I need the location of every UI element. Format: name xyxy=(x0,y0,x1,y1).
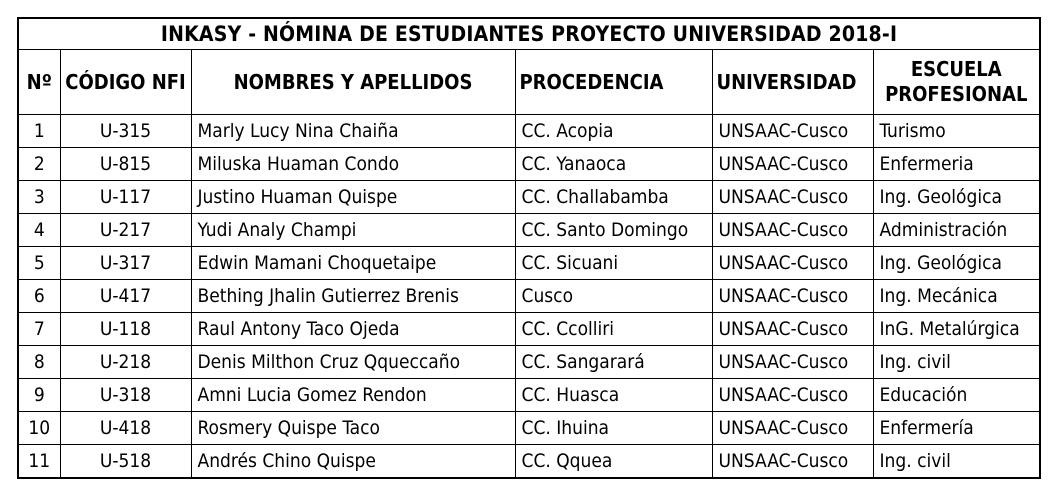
table-row xyxy=(18,412,1040,445)
cell-num: 7 xyxy=(18,313,60,346)
cell-university: UNSAAC-Cusco xyxy=(712,412,873,445)
table-row xyxy=(18,247,1040,280)
cell-code: U-518 xyxy=(60,445,191,479)
cell-origin: CC. Sangarará xyxy=(515,346,712,379)
cell-code: U-418 xyxy=(60,412,191,445)
cell-university: UNSAAC-Cusco xyxy=(712,379,873,412)
table-row xyxy=(18,346,1040,379)
student-roster-sheet xyxy=(17,17,1039,487)
cell-school: Educación xyxy=(873,379,1040,412)
cell-school: Administración xyxy=(873,214,1040,247)
cell-origin: CC. Ihuina xyxy=(515,412,712,445)
cell-university: UNSAAC-Cusco xyxy=(712,148,873,181)
cell-code: U-318 xyxy=(60,379,191,412)
cell-school: Ing. civil xyxy=(873,346,1040,379)
cell-origin: Cusco xyxy=(515,280,712,313)
cell-num: 6 xyxy=(18,280,60,313)
table-row xyxy=(18,445,1040,479)
cell-num: 11 xyxy=(18,445,60,479)
cell-school: InG. Metalúrgica xyxy=(873,313,1040,346)
title-row xyxy=(18,18,1040,50)
cell-num: 4 xyxy=(18,214,60,247)
header-school: ESCUELA PROFESIONAL xyxy=(873,50,1040,115)
cell-name: Edwin Mamani Choquetaipe xyxy=(191,247,515,280)
cell-num: 10 xyxy=(18,412,60,445)
header-name: NOMBRES Y APELLIDOS xyxy=(191,50,515,115)
table-row xyxy=(18,379,1040,412)
cell-university: UNSAAC-Cusco xyxy=(712,280,873,313)
cell-num: 1 xyxy=(18,115,60,148)
cell-origin: CC. Yanaoca xyxy=(515,148,712,181)
cell-num: 2 xyxy=(18,148,60,181)
cell-school: Turismo xyxy=(873,115,1040,148)
cell-university: UNSAAC-Cusco xyxy=(712,181,873,214)
cell-code: U-117 xyxy=(60,181,191,214)
student-roster-table xyxy=(17,17,1041,479)
header-row xyxy=(18,50,1040,115)
cell-code: U-218 xyxy=(60,346,191,379)
cell-name: Raul Antony Taco Ojeda xyxy=(191,313,515,346)
header-num: Nº xyxy=(18,50,60,115)
cell-school: Ing. Geológica xyxy=(873,247,1040,280)
cell-origin: CC. Acopia xyxy=(515,115,712,148)
cell-code: U-317 xyxy=(60,247,191,280)
header-university: UNIVERSIDAD xyxy=(712,50,873,115)
header-code: CÓDIGO NFI xyxy=(60,50,191,115)
cell-university: UNSAAC-Cusco xyxy=(712,346,873,379)
table-row xyxy=(18,115,1040,148)
table-row xyxy=(18,313,1040,346)
cell-school: Enfermería xyxy=(873,412,1040,445)
cell-name: Denis Milthon Cruz Qqueccaño xyxy=(191,346,515,379)
cell-school: Ing. Mecánica xyxy=(873,280,1040,313)
cell-name: Yudi Analy Champi xyxy=(191,214,515,247)
cell-code: U-315 xyxy=(60,115,191,148)
cell-origin: CC. Ccolliri xyxy=(515,313,712,346)
cell-num: 8 xyxy=(18,346,60,379)
cell-university: UNSAAC-Cusco xyxy=(712,313,873,346)
cell-num: 3 xyxy=(18,181,60,214)
cell-name: Rosmery Quispe Taco xyxy=(191,412,515,445)
cell-origin: CC. Sicuani xyxy=(515,247,712,280)
cell-school: Ing. civil xyxy=(873,445,1040,479)
cell-code: U-118 xyxy=(60,313,191,346)
cell-university: UNSAAC-Cusco xyxy=(712,445,873,479)
table-row xyxy=(18,181,1040,214)
cell-school: Ing. Geológica xyxy=(873,181,1040,214)
header-origin: PROCEDENCIA xyxy=(515,50,712,115)
cell-name: Justino Huaman Quispe xyxy=(191,181,515,214)
cell-origin: CC. Santo Domingo xyxy=(515,214,712,247)
cell-code: U-417 xyxy=(60,280,191,313)
roster-body xyxy=(18,115,1040,479)
cell-university: UNSAAC-Cusco xyxy=(712,214,873,247)
cell-name: Andrés Chino Quispe xyxy=(191,445,515,479)
cell-name: Amni Lucia Gomez Rendon xyxy=(191,379,515,412)
cell-origin: CC. Huasca xyxy=(515,379,712,412)
cell-university: UNSAAC-Cusco xyxy=(712,247,873,280)
table-row xyxy=(18,148,1040,181)
cell-num: 5 xyxy=(18,247,60,280)
cell-num: 9 xyxy=(18,379,60,412)
cell-school: Enfermeria xyxy=(873,148,1040,181)
cell-origin: CC. Challabamba xyxy=(515,181,712,214)
cell-name: Bething Jhalin Gutierrez Brenis xyxy=(191,280,515,313)
cell-name: Marly Lucy Nina Chaiña xyxy=(191,115,515,148)
table-row xyxy=(18,280,1040,313)
cell-name: Miluska Huaman Condo xyxy=(191,148,515,181)
table-row xyxy=(18,214,1040,247)
table-title: INKASY - NÓMINA DE ESTUDIANTES PROYECTO UNIVERSIDAD 2018-I xyxy=(18,18,1040,50)
cell-origin: CC. Qquea xyxy=(515,445,712,479)
cell-university: UNSAAC-Cusco xyxy=(712,115,873,148)
cell-code: U-815 xyxy=(60,148,191,181)
cell-code: U-217 xyxy=(60,214,191,247)
